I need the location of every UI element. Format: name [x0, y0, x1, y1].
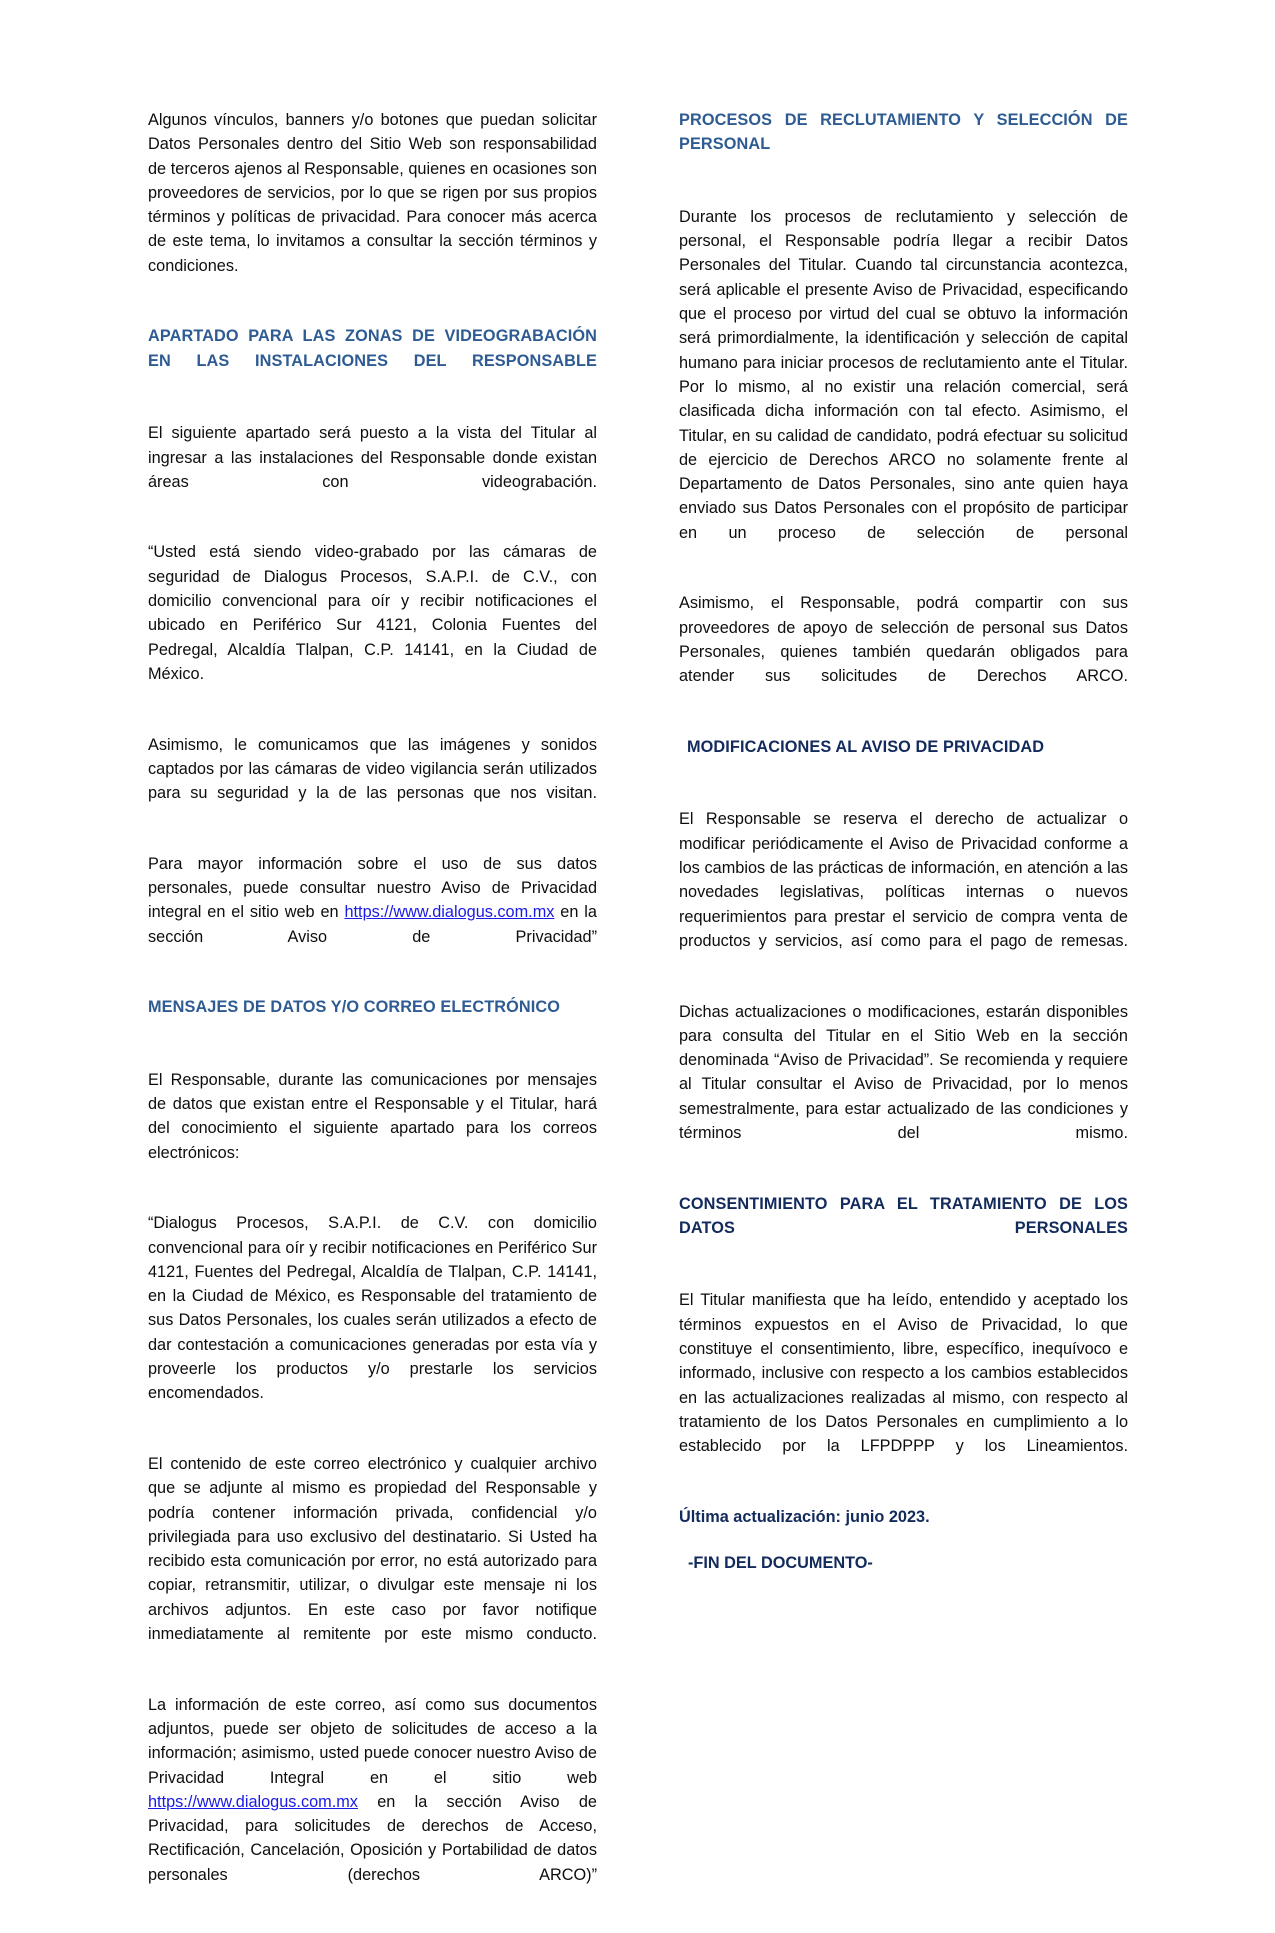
paragraph-informacion-correo: [148, 1693, 597, 1912]
paragraph-reserva-derecho: El Responsable se reserva el derecho de actualizar o modificar periódicamente el Aviso de Privacidad conforme a los cambios de las prácticas de información, en atención a las novedades legislativas, políticas internas o nuevos requerimientos para prestar el servicio de compra venta de productos y servicios, así como para el pago de remesas.: [679, 810, 1128, 950]
paragraph-contenido-correo: El contenido de este correo electrónico y cualquier archivo que se adjunte al mismo es propiedad del Responsable y podría contener información privada, confidencial y/o privilegiada para uso exclusivo del destinatario. Si Usted ha recibido esta comunicación por error, no está autorizado para copiar, retransmitir, utilizar, o divulgar este mensaje ni los archivos adjuntos. En este caso por favor notifique inmediatamente al remitente por este mismo conducto.: [148, 1454, 597, 1644]
right-column: [679, 108, 1128, 1933]
paragraph-apartado-vista: El siguiente apartado será puesto a la vista del Titular al ingresar a las instalaciones del Responsable donde existan áreas con videograbación.: [148, 424, 597, 491]
paragraph-imagenes-sonidos: Asimismo, le comunicamos que las imágenes y sonidos captados por las cámaras de video vigilancia serán utilizados para su seguridad y la de las personas que nos visitan.: [148, 735, 597, 803]
paragraph-usted-video-grabado: “Usted está siendo video-grabado por las cámaras de seguridad de Dialogus Procesos, S.A.P.I. de C.V., con domicilio convencional para oír y recibir notificaciones el ubicado en Periférico Sur 4121, Colonia Fuentes del Pedregal, Alcaldía Tlalpan, C.P. 14141, en la Ciudad de México.: [148, 543, 597, 683]
paragraph-mayor-informacion: [148, 852, 597, 973]
heading-mensajes-datos-correo: MENSAJES DE DATOS Y/O CORREO ELECTRÓNICO: [148, 998, 560, 1017]
paragraph-informacion-correo-text-before: La información de este correo, así como sus documentos adjuntos, puede ser objeto de solicitudes de acceso a la información; asimismo, usted puede conocer nuestro Aviso de Privacidad Integral en el sitio web: [148, 1695, 597, 1787]
paragraph-dialogus-domicilio: “Dialogus Procesos, S.A.P.I. de C.V. con domicilio convencional para oír y recibir notificaciones en Periférico Sur 4121, Fuentes del Pedregal, Alcaldía de Tlalpan, C.P. 14141, en la Ciudad de México, es Responsable del tratamiento de sus Datos Personales, los cuales serán utilizados a efecto de dar contestación a comunicaciones generadas por esta vía y proveerle los productos y/o prestarle los servicios encomendados.: [148, 1214, 597, 1403]
paragraph-mayor-informacion-text-before: Para mayor información sobre el uso de sus datos personales, puede consultar nuestro Aviso de Privacidad integral en el sitio web en: [148, 854, 597, 922]
dialogus-website-link-2[interactable]: https://www.dialogus.com.mx: [148, 1792, 358, 1811]
paragraph-dichas-actualizaciones: Dichas actualizaciones o modificaciones, estarán disponibles para consulta del Titular en el Sitio Web en la sección denominada “Aviso de Privacidad”. Se recomienda y requiere al Titular consultar el Aviso de Privacidad, por lo menos semestralmente, para estar actualizado de las condiciones y términos del mismo.: [679, 1002, 1128, 1142]
last-updated-text: Última actualización: junio 2023.: [679, 1507, 930, 1526]
heading-apartado-videograbacion: APARTADO PARA LAS ZONAS DE VIDEOGRABACIÓN EN LAS INSTALACIONES DEL RESPONSABLE: [148, 327, 597, 370]
paragraph-terceros: Algunos vínculos, banners y/o botones que puedan solicitar Datos Personales dentro del Sitio Web son responsabilidad de terceros ajenos al Responsable, quienes en ocasiones son proveedores de servicios, por lo que se rigen por sus propios términos y políticas de privacidad. Para conocer más acerca de este tema, lo invitamos a consultar la sección términos y condiciones.: [148, 111, 597, 275]
heading-procesos-reclutamiento: PROCESOS DE RECLUTAMIENTO Y SELECCIÓN DE PERSONAL: [679, 111, 1128, 154]
paragraph-informacion-correo-text-after: en la sección Aviso de Privacidad, para solicitudes de derechos de Acceso, Rectificación, Cancelación, Oposición y Portabilidad de datos personales (derechos ARCO)”: [148, 1792, 597, 1884]
paragraph-asimismo-proveedores: Asimismo, el Responsable, podrá compartir con sus proveedores de apoyo de selección de personal sus Datos Personales, quienes también quedarán obligados para atender sus solicitudes de Derechos ARCO.: [679, 594, 1128, 686]
two-column-layout: [148, 108, 1128, 1933]
end-of-document-marker: -FIN DEL DOCUMENTO-: [688, 1554, 873, 1573]
left-column: [148, 108, 597, 1933]
paragraph-durante-procesos: Durante los procesos de reclutamiento y selección de personal, el Responsable podría llegar a recibir Datos Personales del Titular. Cuando tal circunstancia acontezca, será aplicable el presente Aviso de Privacidad, especificando que el proceso por virtud del cual se obtuvo la información será primordialmente, la identificación y selección de capital humano para iniciar procesos de reclutamiento ante el Titular. Por lo mismo, al no existir una relación comercial, será clasificada dicha información con tal efecto. Asimismo, el Titular, en su calidad de candidato, podrá efectuar su solicitud de ejercicio de Derechos ARCO no solamente frente al Departamento de Datos Personales, sino ante quien haya enviado sus Datos Personales con el propósito de participar en un proceso de selección de personal: [679, 207, 1128, 542]
paragraph-mayor-informacion-text-after: en la sección Aviso de Privacidad”: [148, 903, 597, 946]
dialogus-website-link-1[interactable]: https://www.dialogus.com.mx: [344, 903, 555, 922]
heading-modificaciones-aviso: MODIFICACIONES AL AVISO DE PRIVACIDAD: [687, 737, 1045, 756]
paragraph-responsable-comunicaciones: El Responsable, durante las comunicaciones por mensajes de datos que existan entre el Responsable y el Titular, hará del conocimiento el siguiente apartado para los correos electrónicos:: [148, 1070, 597, 1162]
heading-consentimiento-tratamiento: CONSENTIMIENTO PARA EL TRATAMIENTO DE LOS DATOS PERSONALES: [679, 1194, 1128, 1237]
paragraph-titular-manifiesta: El Titular manifiesta que ha leído, entendido y aceptado los términos expuestos en el Aviso de Privacidad, lo que constituye el consentimiento, libre, específico, inequívoco e informado, inclusive con respecto a los cambios establecidos en las actualizaciones realizadas al mismo, con respecto al tratamiento de los Datos Personales en cumplimiento a lo establecido por la LFPDPPP y los Lineamientos.: [679, 1291, 1128, 1456]
